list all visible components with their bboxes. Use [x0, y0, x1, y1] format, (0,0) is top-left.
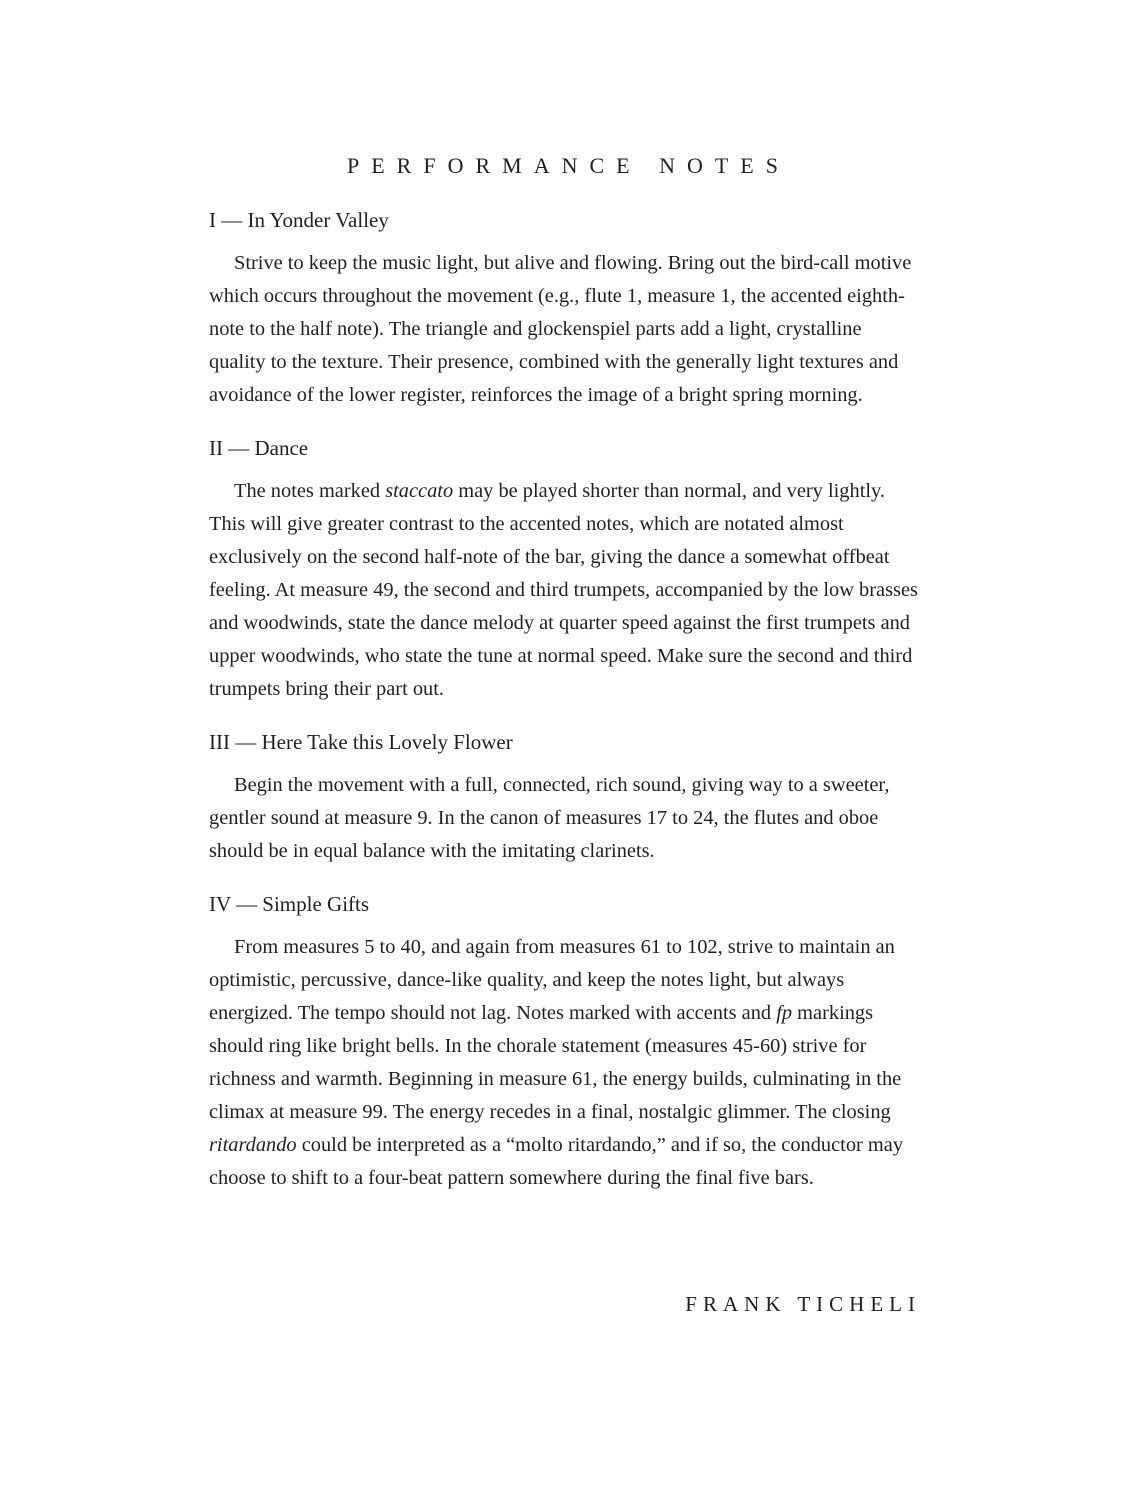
text-run: The notes marked	[234, 480, 386, 502]
notes-body	[209, 204, 921, 1215]
section-heading: IV — Simple Gifts	[209, 892, 370, 916]
section-paragraph	[209, 769, 921, 868]
section-4	[209, 888, 921, 1195]
text-run: markings should ring like bright bells. In the chorale statement (measures 45-60) strive for richness and warmth. Beginning in measure 61, the energy builds, culminating in the climax at measure 99. The energy recedes in a final, nostalgic glimmer. The closing	[209, 1002, 902, 1123]
italic-term: ritardando	[209, 1134, 297, 1156]
section-1	[209, 204, 921, 412]
text-run: Strive to keep the music light, but alive and flowing. Bring out the bird-call motive which occurs throughout the movement (e.g., flute 1, measure 1, the accented eighth-note to the half note). The triangle and glockenspiel parts add a light, crystalline quality to the texture. Their presence, combined with the generally light textures and avoidance of the lower register, reinforces the image of a bright spring morning.	[209, 252, 912, 406]
text-run: could be interpreted as a “molto ritardando,” and if so, the conductor may choose to shift to a four-beat pattern somewhere during the final five bars.	[209, 1134, 904, 1189]
section-2	[209, 432, 921, 706]
section-heading: II — Dance	[209, 436, 309, 460]
section-3	[209, 726, 921, 868]
section-heading: I — In Yonder Valley	[209, 208, 389, 232]
italic-term: fp	[776, 1002, 793, 1024]
author-signature: FRANK TICHELI	[685, 1292, 921, 1316]
section-heading: III — Here Take this Lovely Flower	[209, 730, 513, 754]
text-run: From measures 5 to 40, and again from measures 61 to 102, strive to maintain an optimistic, percussive, dance-like quality, and keep the notes light, but always energized. The tempo should not lag. Notes marked with accents and	[209, 936, 895, 1024]
italic-term: staccato	[385, 480, 454, 502]
section-paragraph	[209, 931, 921, 1195]
section-paragraph	[209, 247, 921, 412]
text-run: Begin the movement with a full, connected, rich sound, giving way to a sweeter, gentler sound at measure 9. In the canon of measures 17 to 24, the flutes and oboe should be in equal balance with the imitating clarinets.	[209, 774, 890, 862]
text-run: may be played shorter than normal, and very lightly. This will give greater contrast to the accented notes, which are notated almost exclusively on the second half-note of the bar, giving the dance a somewhat offbeat feeling. At measure 49, the second and third trumpets, accompanied by the low brasses and woodwinds, state the dance melody at quarter speed against the first trumpets and upper woodwinds, who state the tune at normal speed. Make sure the second and third trumpets bring their part out.	[209, 480, 918, 700]
section-paragraph	[209, 475, 921, 706]
page-title: PERFORMANCE NOTES	[347, 153, 790, 178]
